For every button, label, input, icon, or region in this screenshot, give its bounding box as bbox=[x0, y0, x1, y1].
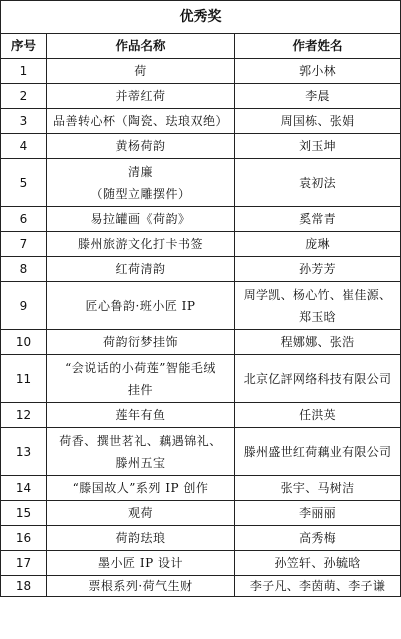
work-name-cell bbox=[47, 330, 235, 355]
work-name-cell bbox=[47, 403, 235, 428]
row-number: 5 bbox=[1, 159, 47, 207]
work-name-cell bbox=[47, 551, 235, 576]
author-name-cell bbox=[235, 330, 401, 355]
table-row bbox=[1, 330, 401, 355]
author-name-line: 孙芳芳 bbox=[299, 262, 336, 276]
table-row bbox=[1, 282, 401, 330]
author-name-line: 周国栋、张娟 bbox=[280, 114, 355, 128]
row-number: 6 bbox=[1, 207, 47, 232]
row-number: 7 bbox=[1, 232, 47, 257]
work-name-cell bbox=[47, 476, 235, 501]
work-name-line: 滕州旅游文化打卡书签 bbox=[77, 237, 203, 251]
work-name-cell bbox=[47, 134, 235, 159]
work-name-line: （随型立雕摆件） bbox=[90, 186, 191, 201]
table-row bbox=[1, 207, 401, 232]
author-name-line: 李子凡、李茵萌、李子谦 bbox=[249, 579, 386, 593]
author-name-cell bbox=[235, 59, 401, 84]
author-name-line: 李丽丽 bbox=[299, 506, 336, 520]
work-name-cell bbox=[47, 355, 235, 403]
row-number: 12 bbox=[1, 403, 47, 428]
row-number: 11 bbox=[1, 355, 47, 403]
work-name-line: 荷香、撰世茗礼、藕遇锦礼、 bbox=[59, 433, 222, 448]
work-name-cell bbox=[47, 428, 235, 476]
row-number: 1 bbox=[1, 59, 47, 84]
header-no: 序号 bbox=[1, 34, 47, 59]
work-name-line: “会说话的小荷莲”智能毛绒 bbox=[65, 360, 216, 375]
work-name-cell bbox=[47, 232, 235, 257]
author-name-line: 郑玉晗 bbox=[299, 309, 336, 324]
row-number: 17 bbox=[1, 551, 47, 576]
award-title: 优秀奖 bbox=[1, 1, 401, 34]
work-name-line: “滕国故人”系列 IP 创作 bbox=[72, 481, 209, 495]
author-name-cell bbox=[235, 207, 401, 232]
row-number: 8 bbox=[1, 257, 47, 282]
table-row bbox=[1, 355, 401, 403]
row-number: 9 bbox=[1, 282, 47, 330]
author-name-line: 刘玉坤 bbox=[299, 139, 336, 153]
work-name-line: 挂件 bbox=[127, 382, 153, 397]
work-name-cell bbox=[47, 59, 235, 84]
author-name-cell bbox=[235, 551, 401, 576]
author-name-line: 周学凯、杨心竹、崔佳源、 bbox=[243, 287, 392, 302]
row-number: 16 bbox=[1, 526, 47, 551]
work-name-cell bbox=[47, 84, 235, 109]
author-name-cell bbox=[235, 159, 401, 207]
author-name-cell bbox=[235, 526, 401, 551]
author-name-cell bbox=[235, 257, 401, 282]
author-name-cell bbox=[235, 355, 401, 403]
work-name-cell bbox=[47, 109, 235, 134]
work-name-line: 清廉 bbox=[127, 164, 153, 179]
work-name-line: 票根系列·荷气生财 bbox=[88, 579, 193, 593]
work-name-line: 并蒂红荷 bbox=[115, 89, 166, 103]
author-name-line: 李晨 bbox=[305, 89, 330, 103]
work-name-line: 荷 bbox=[134, 64, 147, 78]
author-name-cell bbox=[235, 576, 401, 597]
author-name-cell bbox=[235, 232, 401, 257]
work-name-cell bbox=[47, 257, 235, 282]
table-row bbox=[1, 428, 401, 476]
table-row bbox=[1, 109, 401, 134]
work-name-line: 莲年有鱼 bbox=[115, 408, 166, 422]
table-row bbox=[1, 403, 401, 428]
work-name-cell bbox=[47, 159, 235, 207]
row-number: 10 bbox=[1, 330, 47, 355]
work-name-line: 荷韵珐琅 bbox=[115, 531, 166, 545]
author-name-cell bbox=[235, 84, 401, 109]
table-row bbox=[1, 551, 401, 576]
row-number: 4 bbox=[1, 134, 47, 159]
table-row bbox=[1, 576, 401, 597]
table-row bbox=[1, 59, 401, 84]
author-name-line: 孙笠轩、孙毓晗 bbox=[274, 556, 361, 570]
table-row bbox=[1, 232, 401, 257]
row-number: 3 bbox=[1, 109, 47, 134]
author-name-cell bbox=[235, 109, 401, 134]
author-name-line: 高秀梅 bbox=[299, 531, 336, 545]
work-name-cell bbox=[47, 501, 235, 526]
author-name-cell bbox=[235, 282, 401, 330]
work-name-cell bbox=[47, 207, 235, 232]
table-row bbox=[1, 134, 401, 159]
work-name-line: 黄杨荷韵 bbox=[115, 139, 166, 153]
work-name-line: 品善转心杯（陶瓷、珐琅双绝） bbox=[52, 114, 228, 128]
author-name-cell bbox=[235, 476, 401, 501]
header-author: 作者姓名 bbox=[235, 34, 401, 59]
row-number: 15 bbox=[1, 501, 47, 526]
author-name-line: 程娜娜、张浩 bbox=[280, 335, 355, 349]
table-row bbox=[1, 526, 401, 551]
author-name-line: 奚常青 bbox=[299, 212, 336, 226]
table-row bbox=[1, 159, 401, 207]
work-name-line: 红荷清韵 bbox=[115, 262, 166, 276]
row-number: 18 bbox=[1, 576, 47, 597]
table-body bbox=[1, 59, 401, 597]
table-row bbox=[1, 257, 401, 282]
author-name-line: 张宇、马树洁 bbox=[280, 481, 355, 495]
author-name-line: 北京亿評网络科技有限公司 bbox=[243, 371, 392, 386]
table-row bbox=[1, 501, 401, 526]
work-name-line: 匠心鲁韵·班小匠 IP bbox=[85, 298, 196, 313]
work-name-cell bbox=[47, 282, 235, 330]
header-work: 作品名称 bbox=[47, 34, 235, 59]
author-name-cell bbox=[235, 501, 401, 526]
table-row bbox=[1, 84, 401, 109]
author-name-line: 郭小林 bbox=[299, 64, 336, 78]
work-name-cell bbox=[47, 526, 235, 551]
work-name-line: 观荷 bbox=[127, 506, 153, 520]
author-name-cell bbox=[235, 134, 401, 159]
work-name-line: 墨小匠 IP 设计 bbox=[98, 556, 183, 570]
table-row bbox=[1, 476, 401, 501]
work-name-line: 易拉罐画《荷韵》 bbox=[90, 212, 191, 226]
author-name-line: 庞琳 bbox=[305, 237, 330, 251]
author-name-line: 任洪英 bbox=[299, 408, 336, 422]
author-name-line: 滕州盛世红荷藕业有限公司 bbox=[243, 444, 392, 459]
author-name-line: 袁初法 bbox=[299, 175, 336, 190]
row-number: 2 bbox=[1, 84, 47, 109]
row-number: 13 bbox=[1, 428, 47, 476]
work-name-cell bbox=[47, 576, 235, 597]
author-name-cell bbox=[235, 403, 401, 428]
work-name-line: 滕州五宝 bbox=[115, 455, 166, 470]
work-name-line: 荷韵衍梦挂饰 bbox=[102, 335, 178, 349]
row-number: 14 bbox=[1, 476, 47, 501]
author-name-cell bbox=[235, 428, 401, 476]
